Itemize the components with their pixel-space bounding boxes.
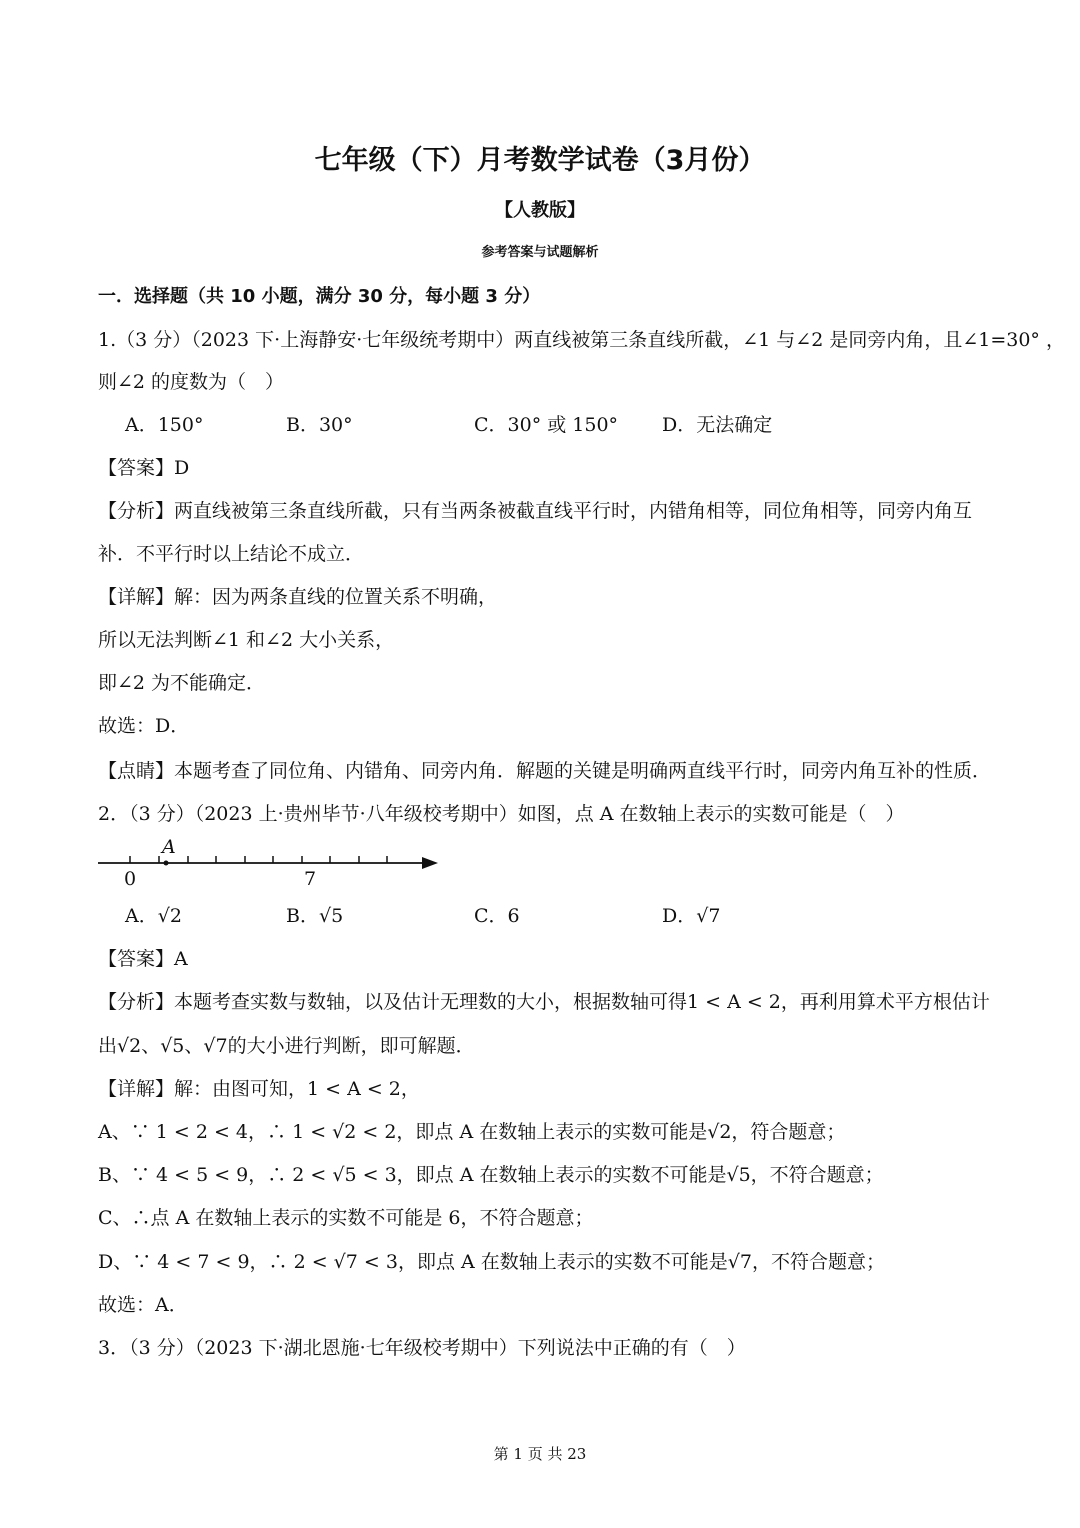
q3-stem: 3．（3 分）（2023 下·湖北恩施·七年级校考期中）下列说法中正确的有（ ） bbox=[98, 1337, 746, 1359]
page-subtitle: 参考答案与试题解析 bbox=[481, 245, 599, 260]
number-line-figure bbox=[92, 834, 452, 894]
q2-detail-b: B、∵ 4 < 5 < 9，∴ 2 < √5 < 3，即点 A 在数轴上表示的实数不可能是√5，不符合题意； bbox=[98, 1164, 884, 1186]
q2-detail-d: D、∵ 4 < 7 < 9，∴ 2 < √7 < 3，即点 A 在数轴上表示的实数不可能是√7，不符合题意； bbox=[98, 1251, 885, 1273]
point-a-label: A bbox=[162, 836, 176, 858]
q1-option-a: A．150° bbox=[125, 414, 204, 436]
q2-option-b: B．√5 bbox=[286, 905, 344, 927]
q1-option-b: B．30° bbox=[286, 414, 353, 436]
q2-detail-line1: 【详解】解：由图可知，1 < A < 2， bbox=[98, 1078, 420, 1100]
q1-stem-line1: 1.（3 分）（2023 下·上海静安·七年级统考期中）两直线被第三条直线所截，∠1 与∠2 是同旁内角，且∠1=30° ， bbox=[98, 329, 1065, 351]
q2-option-a: A．√2 bbox=[125, 905, 182, 927]
q2-detail-c: C、∴点 A 在数轴上表示的实数不可能是 6，不符合题意； bbox=[98, 1207, 594, 1229]
number-line-label-0: 0 bbox=[124, 868, 137, 890]
page-footer: 第 1 页 共 23 bbox=[493, 1445, 587, 1463]
q1-choose: 故选：D． bbox=[98, 715, 190, 737]
edition-label: 【人教版】 bbox=[495, 200, 585, 221]
section-heading: 一．选择题（共 10 小题，满分 30 分，每小题 3 分） bbox=[98, 286, 541, 307]
q2-analysis-line1: 【分析】本题考查实数与数轴，以及估计无理数的大小，根据数轴可得1 < A < 2，再利用算术平方根估计 bbox=[98, 991, 990, 1013]
number-line-arrow bbox=[422, 857, 438, 869]
q1-detail-line1: 【详解】解：因为两条直线的位置关系不明确， bbox=[98, 586, 498, 608]
q1-answer: 【答案】D bbox=[98, 457, 190, 479]
q1-stem-line2: 则∠2 的度数为（ ） bbox=[98, 371, 285, 393]
q2-option-d: D．√7 bbox=[662, 905, 721, 927]
q1-detail-line2: 所以无法判断∠1 和∠2 大小关系， bbox=[98, 629, 395, 651]
q1-analysis-line1: 【分析】两直线被第三条直线所截，只有当两条被截直线平行时，内错角相等，同位角相等，同旁内角互 bbox=[98, 500, 973, 522]
q1-detail-line3: 即∠2 为不能确定． bbox=[98, 672, 266, 694]
point-a-dot bbox=[164, 861, 169, 866]
q2-analysis-line2: 出√2、√5、√7的大小进行判断，即可解题． bbox=[98, 1035, 475, 1057]
q2-option-c: C．6 bbox=[474, 905, 520, 927]
page-title: 七年级（下）月考数学试卷（3月份） bbox=[314, 145, 766, 176]
q2-choose: 故选：A． bbox=[98, 1294, 188, 1316]
q2-detail-a: A、∵ 1 < 2 < 4，∴ 1 < √2 < 2，即点 A 在数轴上表示的实数可能是√2，符合题意； bbox=[98, 1121, 846, 1143]
q2-stem: 2．（3 分）（2023 上·贵州毕节·八年级校考期中）如图，点 A 在数轴上表示的实数可能是（ ） bbox=[98, 803, 905, 825]
q1-option-d: D．无法确定 bbox=[662, 414, 773, 436]
number-line-label-7: 7 bbox=[304, 868, 317, 890]
q1-option-c: C．30° 或 150° bbox=[474, 414, 619, 436]
q1-analysis-line2: 补．不平行时以上结论不成立． bbox=[98, 543, 365, 565]
q2-answer: 【答案】A bbox=[98, 948, 188, 970]
q1-comment: 【点睛】本题考查了同位角、内错角、同旁内角．解题的关键是明确两直线平行时，同旁内角互补的性质． bbox=[98, 760, 992, 782]
